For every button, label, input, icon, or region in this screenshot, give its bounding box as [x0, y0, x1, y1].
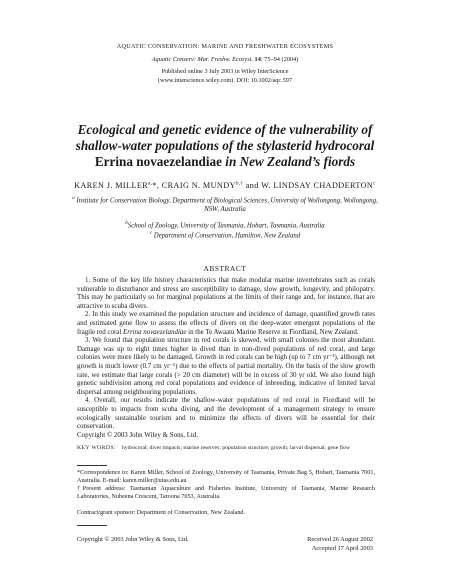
publication-date: Published online 3 July 2003 in Wiley InterScience — [161, 68, 289, 75]
citation-journal-abbrev: Aquatic Conserv: Mar. Freshw. Ecosyst. — [151, 56, 253, 63]
author-miller: KAREN J. MILLER — [74, 181, 149, 190]
affiliation-b-text: School of Zoology, University of Tasmania, Hobart, Tasmania, Australia — [127, 222, 325, 230]
title-line-1: Ecological and genetic evidence of the vulnerability of — [77, 122, 373, 137]
affiliation-a-mark: a — [72, 196, 75, 201]
affiliation-c — [50, 229, 400, 240]
author-list — [0, 181, 450, 190]
affiliation-a-line2: NSW, Australia — [204, 206, 246, 214]
doi-line: (www.interscience.wiley.com). DOI: 10.1002/aqc.597 — [158, 77, 292, 84]
grant-sponsor: Contract/grant sponsor: Department of Conservation, New Zealand. — [77, 509, 246, 516]
title-line-3-rest: in New Zealand’s fiords — [222, 154, 356, 169]
title-line-2: shallow-water populations of the stylasterid hydrocoral — [75, 138, 375, 153]
footer-copyright: Copyright © 2003 John Wiley & Sons, Ltd. — [77, 536, 189, 543]
journal-citation — [0, 56, 450, 63]
received-dates — [307, 536, 373, 553]
keywords — [77, 445, 387, 452]
abstract-para-2-end: in the Te Awaatu Marine Reserve in Fiordland, New Zealand. — [186, 327, 359, 336]
abstract-para-2-start: 2. In this study we examined the population structure and incidence of damage, quantified growth rates and estimated gene flow to assess the effects of divers on the deep-water emergent populations of the fragile red coral — [77, 310, 375, 336]
affiliation-a — [50, 194, 400, 214]
author-separator: and — [243, 181, 262, 190]
affiliation-b-mark: b — [125, 221, 128, 226]
accepted-date: Accepted 17 April 2003 — [311, 544, 373, 552]
footnotes — [77, 469, 375, 501]
received-date: Received 26 August 2002 — [307, 536, 373, 543]
abstract-para-3: 3. We found that population structure in red corals is skewed, with small colonies the most abundant. Damage was up to eight times higher in dived than in non-dived populations of red coral, and large colonies were more likely to be damaged. Growth in red corals can be high (up to 7 cm yr⁻¹), although net growth is much lower (0.7 cm yr⁻¹) due to the effects of partial mortality. On the basis of the slow growth rate, we estimate that large corals (> 20 cm diameter) will be in excess of 30 yr old. We also found high genetic subdivision among red coral populations and evidence of inbreeding, indicative of limited larval dispersal among neighbouring populations. — [77, 336, 375, 396]
affiliation-c-text: Department of Conservation, Hamilton, New Zealand — [152, 232, 301, 240]
footer-divider — [77, 525, 107, 526]
author-chadderton-affil: c — [373, 181, 376, 187]
affiliation-a-line1: Institute for Conservation Biology, Department of Biological Sciences, University of Wollongong, Wollongong, — [74, 197, 378, 205]
footnote-divider — [77, 465, 107, 466]
abstract-para-2 — [77, 310, 375, 336]
abstract-species: Errina novaezelandiae — [123, 327, 187, 336]
affiliation-c-mark: c — [149, 231, 153, 236]
abstract-para-4: 4. Overall, our results indicate the shallow-water populations of red coral in Fiordland will be susceptible to impacts from scuba diving, and the development of a management strategy to ensure ecologically sustainable tourism and to minimize the effects of divers will be essential for their conservation. — [77, 396, 375, 431]
correspondence-note: *Correspondence to: Karen Miller, School of Zoology, University of Tasmania, Private Bag 5, Hobart, Tasmania 7001, Australia. E-mail: karen.miller@utas.edu.au — [77, 469, 375, 484]
abstract-body — [77, 276, 375, 439]
citation-pages-year: : 75–94 (2004) — [260, 56, 299, 63]
citation-volume: 14 — [254, 56, 261, 63]
title-species: Errina novaezelandiae — [94, 154, 222, 169]
author-miller-affil: a, — [148, 181, 153, 187]
abstract-para-1: 1. Some of the key life history characteristics that make modular marine invertebrates such as corals vulnerable to disturbance and stress are susceptibility to damage, slow growth, longevity, and philopatry. This may be particularly so for marginal populations at the limits of their range and, for instance, that are attractive to scuba divers. — [77, 276, 375, 310]
author-mundy-affil: b,† — [235, 181, 244, 187]
article-title — [40, 122, 410, 170]
title-line-3 — [40, 154, 410, 170]
abstract-copyright: Copyright © 2003 John Wiley & Sons, Ltd. — [77, 430, 199, 439]
keywords-text: hydrocoral; diver impacts; marine reserves; population structure; growth; larval dispersal; gene flow — [121, 445, 351, 451]
journal-name: AQUATIC CONSERVATION: MARINE AND FRESHWATER ECOSYSTEMS — [116, 43, 334, 50]
author-mundy: CRAIG N. MUNDY — [161, 181, 236, 190]
keywords-label: KEY WORDS: — [77, 445, 116, 451]
abstract-heading: ABSTRACT — [203, 264, 247, 273]
author-separator: , — [156, 181, 162, 190]
author-chadderton: W. LINDSAY CHADDERTON — [261, 181, 374, 190]
present-address-note: †Present address: Tasmanian Aquaculture and Fisheries Institute, University of Tasmania, Marine Research Laboratories, Nubeena Crescent, Taroona 7053, Australia. — [77, 485, 375, 500]
corresponding-mark: * — [152, 181, 157, 190]
